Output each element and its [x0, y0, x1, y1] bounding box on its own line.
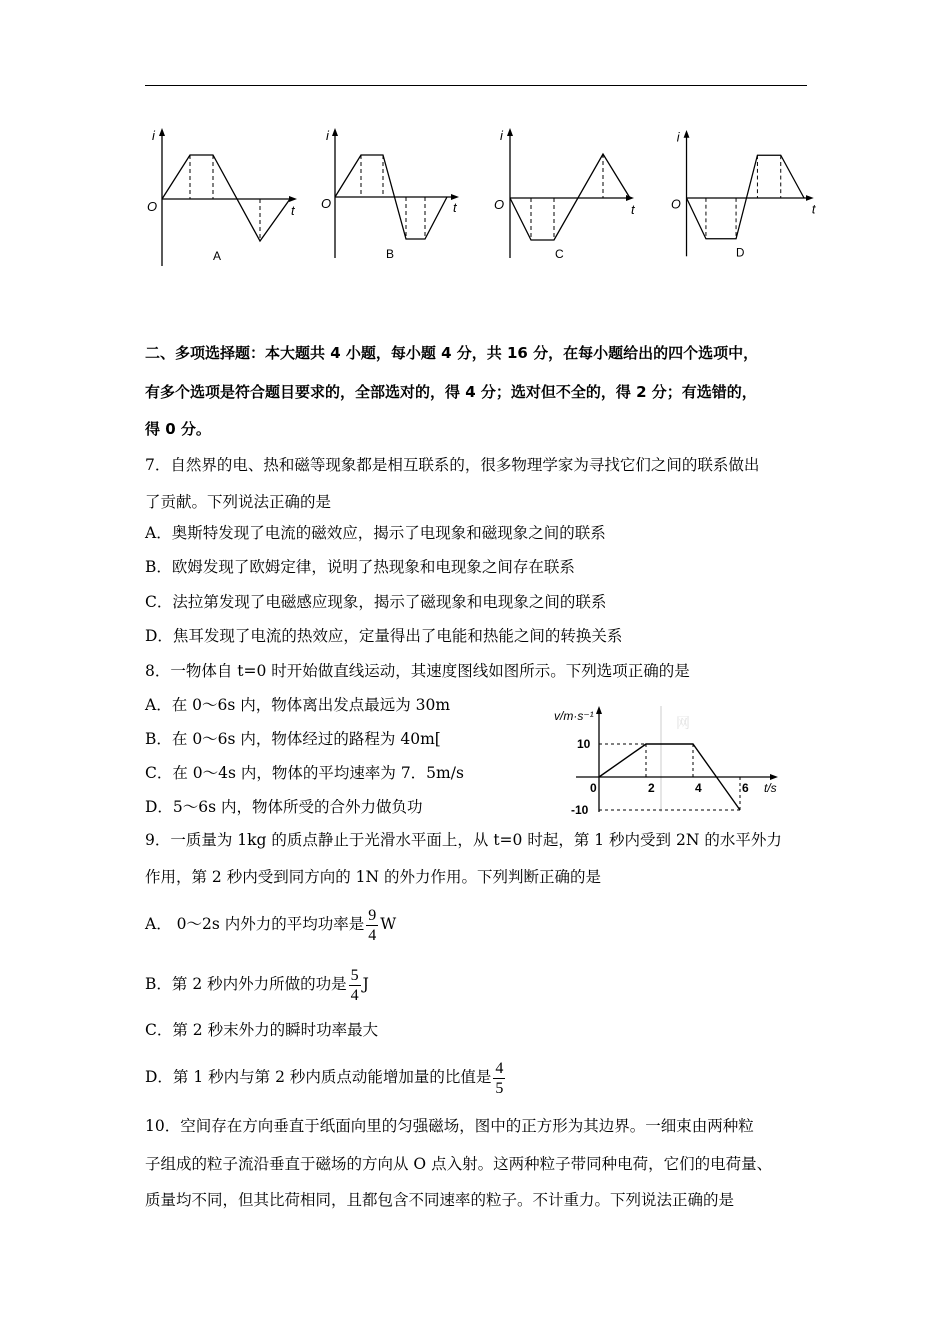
- q10-line-3: 质量均不同，但其比荷相同，且都包含不同速率的粒子。不计重力。下列说法正确的是: [145, 1191, 735, 1209]
- q10-line-2: 子组成的粒子流沿垂直于磁场的方向从 O 点入射。这两种粒子带同种电荷，它们的电荷量、: [145, 1155, 773, 1173]
- q7-option-d: D．焦耳发现了电流的热效应，定量得出了电能和热能之间的转换关系: [145, 627, 623, 645]
- q9-option-a-unit: W: [380, 915, 397, 933]
- q7-option-a: A．奥斯特发现了电流的磁效应，揭示了电现象和磁现象之间的联系: [145, 524, 606, 542]
- vt-x-tick-label: 0: [590, 781, 597, 795]
- q7-option-c: C．法拉第发现了电磁感应现象，揭示了磁现象和电现象之间的联系: [145, 593, 607, 611]
- q9-option-a: [145, 904, 396, 945]
- q8-option-d: D．5～6s 内，物体所受的合外力做负功: [145, 798, 423, 816]
- fraction: [366, 906, 378, 945]
- vt-x-tick-label: 6: [742, 781, 749, 795]
- section-line-1: 二、多项选择题：本大题共 4 小题，每小题 4 分，共 16 分，在每小题给出的四个选项中，: [145, 344, 759, 362]
- q9-option-a-text: A． 0～2s 内外力的平均功率是: [145, 915, 365, 933]
- fraction-denominator: 4: [368, 926, 377, 944]
- vt-y-label: v/m·s⁻¹: [554, 709, 594, 723]
- axis-t-label: t: [291, 203, 295, 218]
- graph-b: [323, 118, 493, 278]
- q9-option-b-text: B．第 2 秒内外力所做的功是: [145, 975, 347, 993]
- vt-x-arrow: [770, 774, 778, 780]
- graph-c: [493, 118, 663, 278]
- q8-option-a: A．在 0～6s 内，物体离出发点最远为 30m: [145, 696, 451, 714]
- axis-i-label: i: [326, 128, 329, 143]
- vt-x-tick-label: 4: [695, 781, 702, 795]
- axis-i-label: i: [500, 128, 503, 143]
- q7-stem-2: 了贡献。下列说法正确的是: [145, 493, 332, 511]
- fraction: [493, 1059, 505, 1098]
- vt-y-tick-label: -10: [571, 803, 589, 817]
- q9-option-d-text: D．第 1 秒内与第 2 秒内质点动能增加量的比值是: [145, 1068, 492, 1086]
- origin-label: O: [147, 199, 158, 214]
- section-line-3: 得 0 分。: [145, 420, 211, 438]
- axis-t-label: t: [631, 202, 635, 217]
- fraction-denominator: 4: [350, 986, 359, 1004]
- graph-label: C: [555, 247, 564, 261]
- origin-label: O: [321, 196, 332, 211]
- q8-stem: 8．一物体自 t=0 时开始做直线运动，其速度图线如图所示。下列选项正确的是: [145, 662, 690, 680]
- q10-line-1: 10．空间存在方向垂直于纸面向里的匀强磁场，图中的正方形为其边界。一细束由两种粒: [145, 1117, 754, 1135]
- axis-i-label: i: [152, 128, 155, 143]
- header-rule: [145, 85, 807, 86]
- graph-d: [670, 118, 840, 278]
- origin-label: O: [494, 197, 505, 212]
- fraction: [349, 966, 361, 1005]
- fraction-numerator: 4: [495, 1059, 504, 1077]
- velocity-time-graph: [554, 700, 793, 818]
- q9-option-c: C．第 2 秒末外力的瞬时功率最大: [145, 1021, 379, 1039]
- vt-x-tick-label: 2: [648, 781, 655, 795]
- origin-label: O: [670, 197, 681, 212]
- vt-watermark: 网: [676, 715, 690, 731]
- graph-label: D: [736, 246, 745, 260]
- axis-t-label: t: [811, 202, 816, 217]
- graph-label: B: [386, 247, 395, 261]
- fraction-numerator: 9: [368, 906, 377, 924]
- q9-option-b: [145, 964, 369, 1005]
- q9-stem-1: 9．一质量为 1kg 的质点静止于光滑水平面上，从 t=0 时起，第 1 秒内受到 2N 的水平外力: [145, 831, 782, 849]
- q9-option-d: [145, 1057, 507, 1098]
- vt-y-tick-label: 10: [577, 737, 591, 751]
- current-graphs: [145, 118, 845, 278]
- q8-option-b: B．在 0～6s 内，物体经过的路程为 40m[: [145, 730, 441, 748]
- q9-stem-2: 作用，第 2 秒内受到同方向的 1N 的外力作用。下列判断正确的是: [145, 868, 601, 886]
- fraction-numerator: 5: [350, 966, 359, 984]
- axis-i-label: i: [676, 130, 680, 145]
- axis-t-label: t: [453, 200, 457, 215]
- graph-a: [145, 118, 315, 278]
- q9-option-b-unit: J: [362, 975, 369, 993]
- fraction-denominator: 5: [495, 1079, 504, 1097]
- vt-y-arrow: [596, 706, 602, 714]
- q7-option-b: B．欧姆发现了欧姆定律，说明了热现象和电现象之间存在联系: [145, 558, 575, 576]
- section-line-2: 有多个选项是符合题目要求的，全部选对的，得 4 分；选对但不全的，得 2 分；有选错的，: [145, 383, 757, 401]
- q8-option-c: C．在 0～4s 内，物体的平均速率为 7．5m/s: [145, 764, 464, 782]
- graph-label: A: [213, 249, 222, 263]
- q7-stem-1: 7．自然界的电、热和磁等现象都是相互联系的，很多物理学家为寻找它们之间的联系做出: [145, 456, 760, 474]
- vt-x-label: t/s: [764, 781, 777, 795]
